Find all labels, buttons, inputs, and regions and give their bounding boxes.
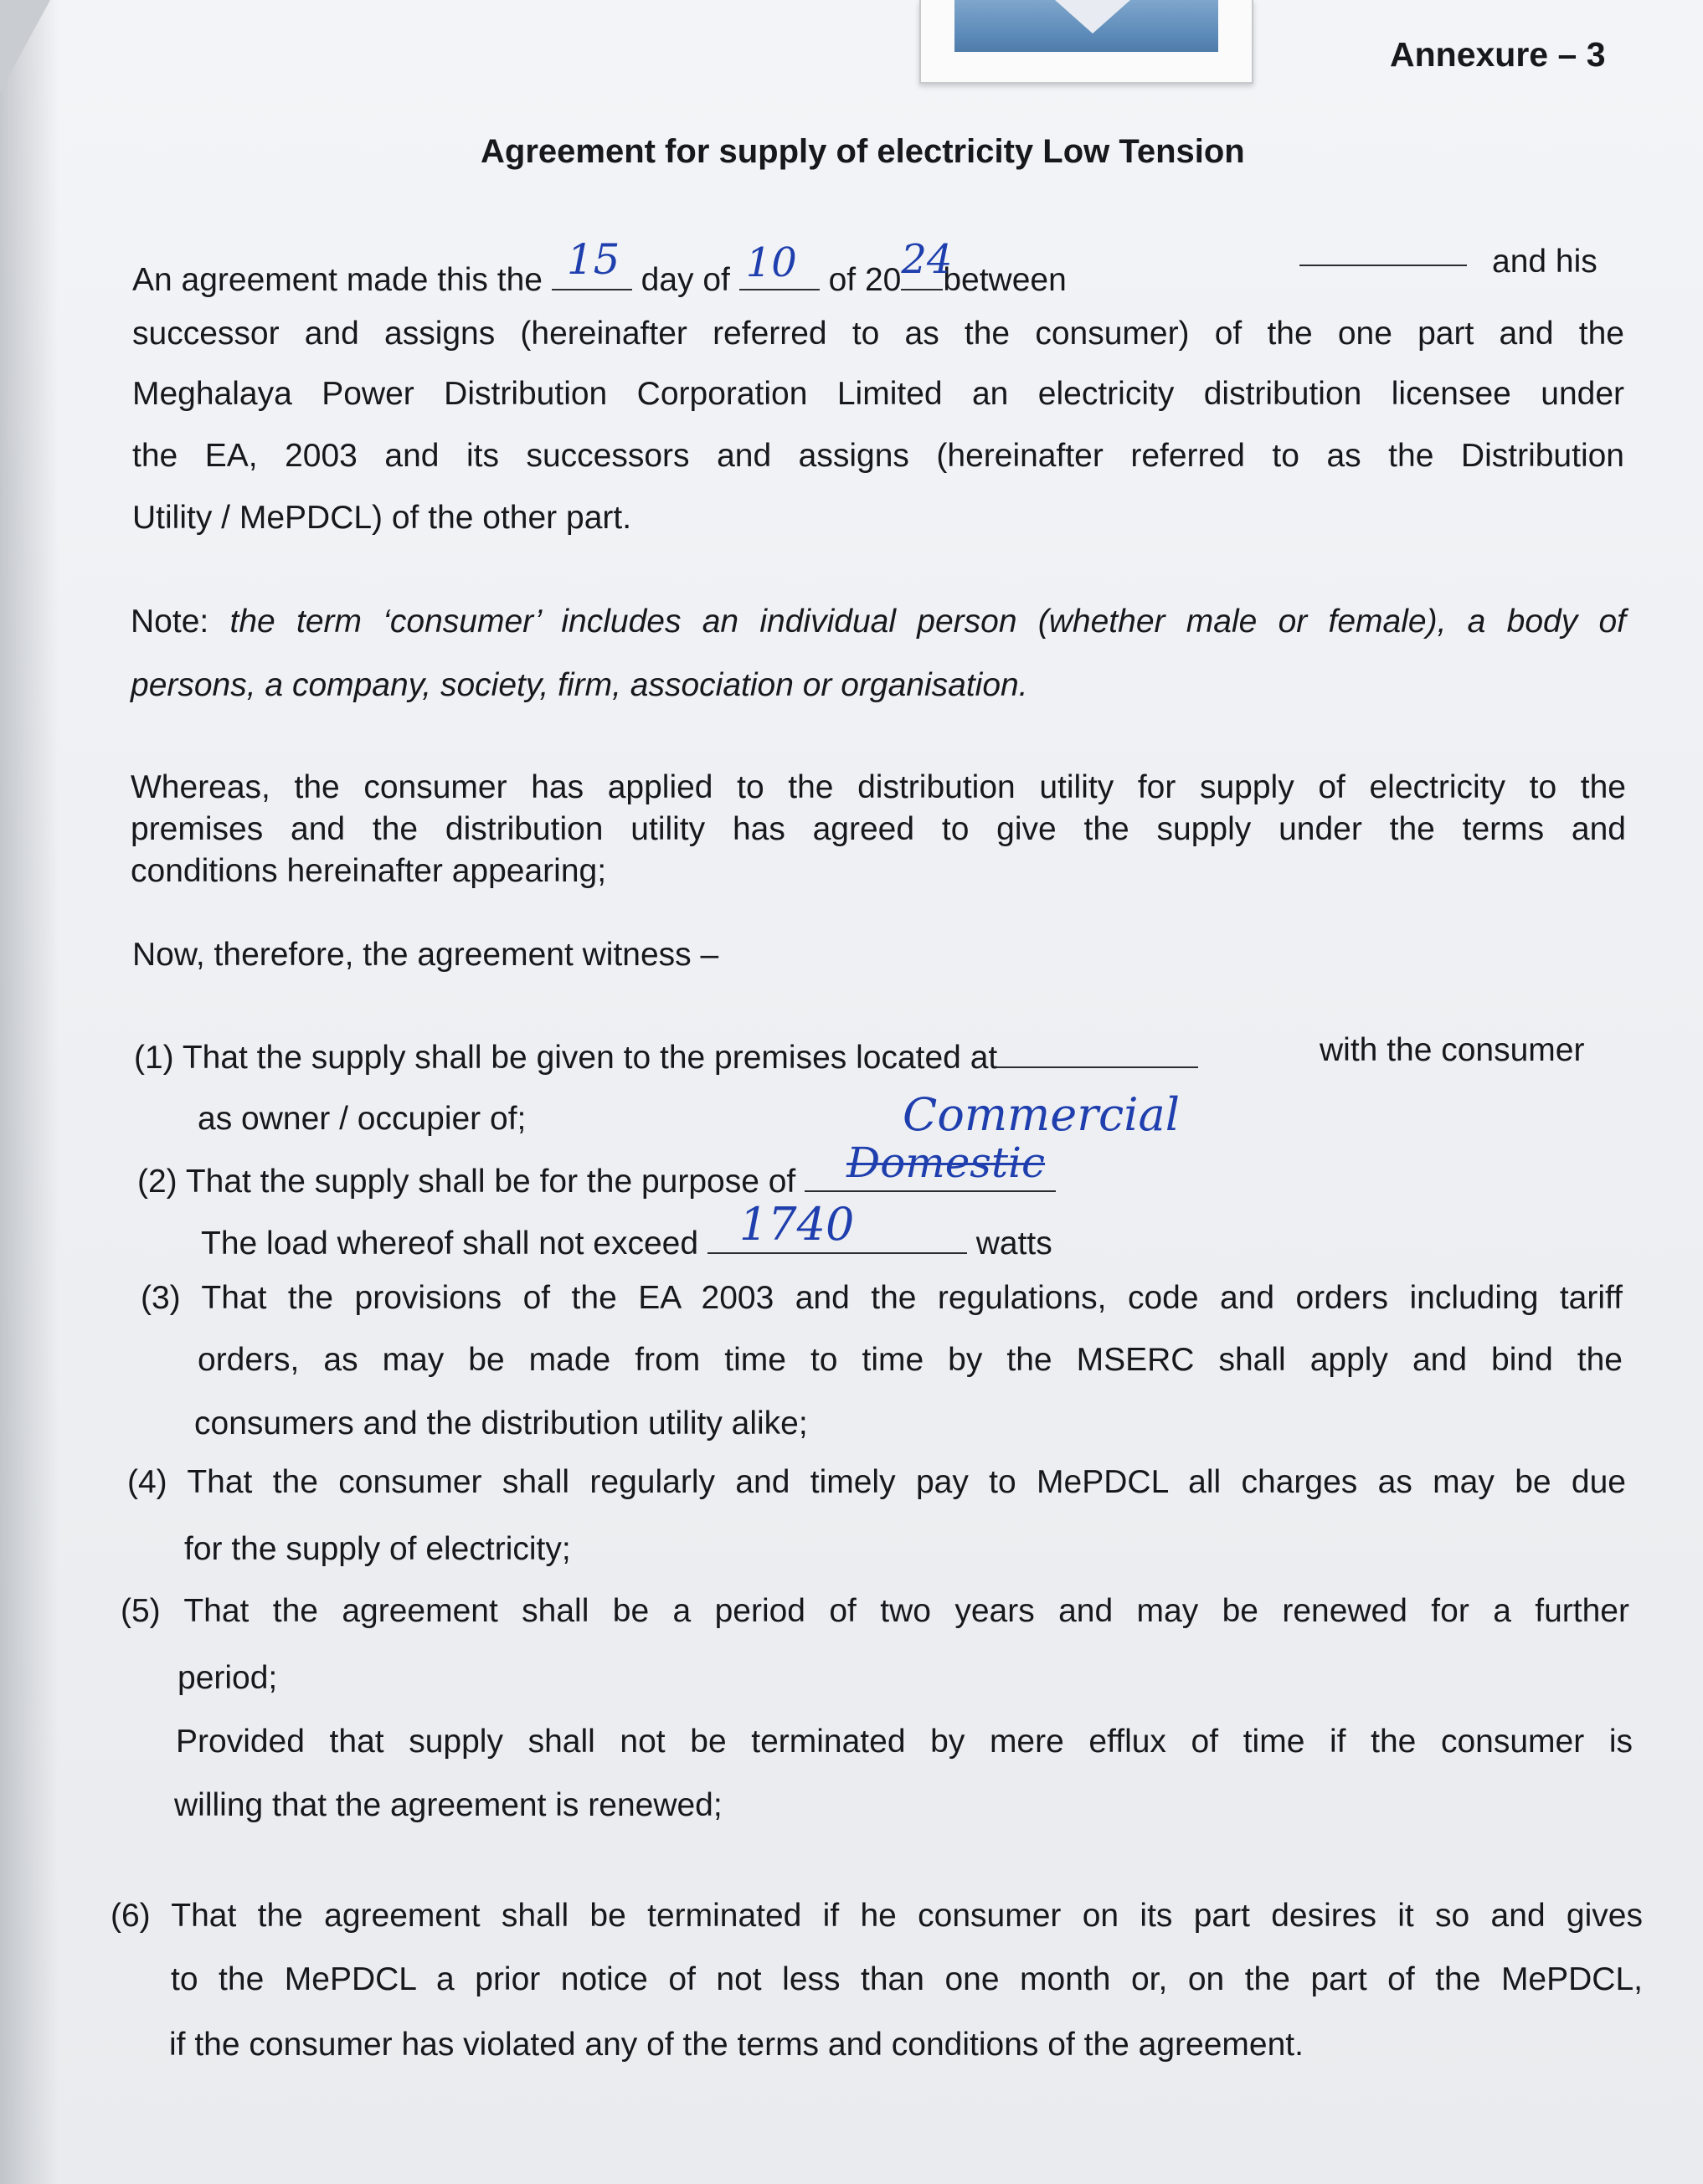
clause-4-line-2: for the supply of electricity; — [184, 1531, 571, 1567]
month-handwritten: 10 — [745, 239, 797, 286]
load-handwritten: 1740 — [738, 1198, 855, 1251]
clause-6-line-1 — [111, 1897, 1643, 1935]
purpose-field[interactable] — [805, 1138, 1056, 1192]
clause-3-text-1: That the provisions of the EA 2003 and the regulations, code and orders including tariff — [201, 1280, 1623, 1316]
clause-2-number: (2) — [137, 1164, 178, 1200]
clause-1-text-b: with the consumer — [1320, 1032, 1585, 1068]
clause-5-text-1: That the agreement shall be a period of two years and may be renewed for a further — [183, 1593, 1629, 1629]
opening-part-4: between — [943, 262, 1067, 298]
clause-3-line-3: consumers and the distribution utility alike; — [194, 1405, 808, 1441]
opening-line-5: Utility / MePDCL) of the other part. — [132, 500, 632, 536]
clause-1-line-1 — [134, 1036, 1198, 1077]
premises-location-field[interactable] — [997, 1036, 1198, 1068]
load-label: The load whereof shall not exceed — [201, 1226, 699, 1262]
opening-line-1 — [132, 235, 1067, 300]
year-field[interactable] — [901, 236, 953, 290]
photo-collar — [1055, 0, 1130, 33]
note-text-1: the term ‘consumer’ includes an individual person (whether male or female), a body of — [229, 604, 1626, 640]
clause-5-line-1 — [121, 1592, 1629, 1631]
opening-line-4: the EA, 2003 and its successors and assigns (hereinafter referred to as the Distribution — [132, 438, 1624, 474]
clause-4-number: (4) — [127, 1464, 167, 1500]
clause-3-number: (3) — [141, 1280, 181, 1316]
clause-4-text-1: That the consumer shall regularly and timely pay to MePDCL all charges as may be due — [187, 1464, 1626, 1500]
opening-line-3: Meghalaya Power Distribution Corporation Limited an electricity distribution licensee under — [132, 376, 1624, 412]
clause-2-text-a: That the supply shall be for the purpose of — [185, 1164, 796, 1200]
purpose-struck-handwritten: Domestic — [846, 1138, 1046, 1187]
note-label: Note: — [131, 604, 209, 640]
clause-3-line-1 — [141, 1279, 1623, 1318]
clause-1-text-a: That the supply shall be given to the premises located at — [182, 1040, 998, 1076]
page-corner-shadow — [0, 0, 50, 92]
page-edge-shadow — [0, 0, 59, 2184]
opening-part-3: of 20 — [828, 262, 902, 298]
opening-part-2: day of — [641, 262, 730, 298]
passport-photo — [919, 0, 1253, 84]
clause-4-line-1 — [127, 1463, 1626, 1502]
opening-line-2: successor and assigns (hereinafter referred to as the consumer) of the one part and the — [132, 316, 1624, 352]
load-unit: watts — [975, 1226, 1052, 1262]
load-field[interactable] — [707, 1198, 967, 1254]
clause-2-line-2 — [201, 1198, 1052, 1263]
opening-part-5: and his — [1492, 244, 1598, 280]
clause-6-line-3: if the consumer has violated any of the terms and conditions of the agreement. — [169, 2027, 1304, 2063]
photo-portrait — [954, 0, 1218, 52]
consumer-name-field[interactable] — [1299, 265, 1467, 266]
opening-part-1: An agreement made this the — [132, 262, 543, 298]
note-line-1 — [131, 603, 1626, 641]
clause-6-line-2: to the MePDCL a prior notice of not less than one month or, on the part of the MePDCL, — [171, 1961, 1643, 1997]
clause-5-proviso-1: Provided that supply shall not be terminated by mere efflux of time if the consumer is — [176, 1724, 1633, 1760]
clause-1-number: (1) — [134, 1040, 174, 1076]
clause-1-line-2: as owner / occupier of; — [198, 1101, 527, 1137]
clause-5-number: (5) — [121, 1593, 161, 1629]
agreement-title: Agreement for supply of electricity Low Tension — [481, 133, 1245, 170]
clause-2-line-1 — [137, 1138, 1056, 1201]
note-line-2: persons, a company, society, firm, association or organisation. — [131, 667, 1028, 703]
whereas-line-2: premises and the distribution utility has agreed to give the supply under the terms and — [131, 811, 1626, 847]
clause-6-number: (6) — [111, 1898, 151, 1934]
clause-3-line-2: orders, as may be made from time to time by the MSERC shall apply and bind the — [198, 1342, 1623, 1378]
annexure-label: Annexure – 3 — [1390, 35, 1606, 74]
month-field[interactable] — [739, 239, 820, 290]
day-field[interactable] — [552, 235, 632, 290]
clause-6-text-1: That the agreement shall be terminated if he consumer on its part desires it so and gives — [171, 1898, 1643, 1934]
now-therefore: Now, therefore, the agreement witness – — [132, 937, 719, 973]
whereas-line-1: Whereas, the consumer has applied to the distribution utility for supply of electricity to the — [131, 769, 1626, 805]
whereas-line-3: conditions hereinafter appearing; — [131, 853, 607, 889]
clause-5-line-2: period; — [178, 1660, 278, 1696]
year-handwritten: 24 — [901, 236, 953, 283]
clause-5-proviso-2: willing that the agreement is renewed; — [174, 1787, 723, 1823]
purpose-handwritten: Commercial — [903, 1088, 1180, 1141]
day-handwritten: 15 — [566, 235, 620, 284]
